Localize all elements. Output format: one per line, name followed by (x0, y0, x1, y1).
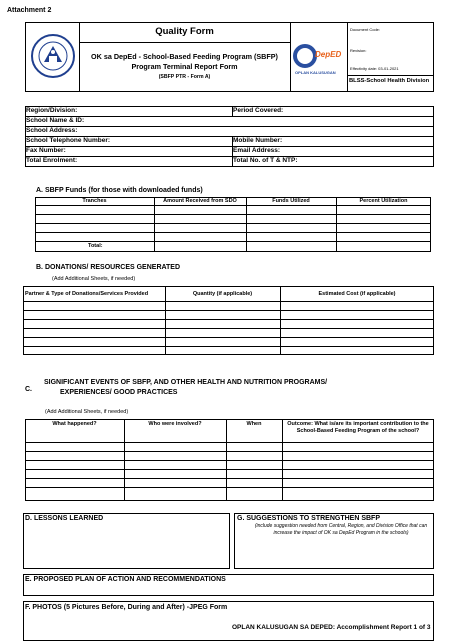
col-quantity: Quantity (if applicable) (192, 291, 253, 297)
fax-label: Fax Number: (26, 147, 66, 154)
tntp-label: Total No. of T & NTP: (233, 157, 298, 164)
school-name-label: School Name & ID: (26, 117, 85, 124)
section-f-title: F. PHOTOS (5 Pictures Before, During and After) -JPEG Form (25, 604, 228, 611)
col-partner-type: Partner & Type of Donations/Services Provided (25, 291, 149, 297)
col-amount-received: Amount Received from SDO (163, 198, 237, 204)
quality-form-title: Quality Form (155, 26, 214, 37)
col-outcome: Outcome: What is/are its important contribution to the School-Based Feeding Program of the school? (287, 421, 429, 434)
form-title-line3: (SBFP PTR - Form A) (158, 74, 211, 80)
section-c-letter: C. (25, 386, 32, 393)
col-who-involved: Who were involved? (148, 421, 202, 427)
section-b-title: B. DONATIONS/ RESOURCES GENERATED (36, 264, 181, 271)
effectivity-date: Effectivity date: 03-01-2021 (350, 66, 399, 71)
col-what-happened: What happened? (52, 421, 97, 427)
col-tranches: Tranches (82, 198, 107, 204)
section-a-title: A. SBFP Funds (for those with downloaded funds) (36, 187, 203, 194)
section-c-note: (Add Additional Sheets, if needed) (45, 409, 129, 415)
deped-seal-icon (30, 26, 76, 88)
section-g-title: G. SUGGESTIONS TO STRENGTHEN SBFP (237, 515, 380, 522)
oplan-caption: OPLAN KALUSUGAN (295, 70, 336, 75)
ok-logo-icon (293, 44, 317, 68)
division-label: BLSS-School Health Division (349, 78, 430, 84)
section-c-title-line2: EXPERIENCES/ GOOD PRACTICES (60, 389, 178, 396)
section-d-title: D. LESSONS LEARNED (25, 515, 104, 522)
form-title-line2: Program Terminal Report Form (131, 62, 238, 71)
revision-label: Revision: (350, 48, 367, 53)
col-estimated-cost: Estimated Cost (if applicable) (318, 291, 396, 297)
school-address-label: School Address: (26, 127, 78, 134)
col-when: When (246, 421, 262, 427)
page-footer: OPLAN KALUSUGAN SA DEPED: Accomplishment Report 1 of 3 (232, 624, 431, 631)
email-label: Email Address: (233, 147, 281, 154)
period-covered-label: Period Covered: (233, 107, 284, 114)
form-title-line1: OK sa DepEd - School-Based Feeding Program (SBFP) (91, 52, 278, 61)
funds-total-label: Total: (88, 243, 103, 249)
region-division-label: Region/Division: (26, 107, 78, 114)
section-g-note: (include suggestion needed from Central, Region, and Division Office that can increase the impact of OK sa DepEd Program in the schools) (254, 523, 428, 536)
section-e-title: E. PROPOSED PLAN OF ACTION AND RECOMMENDATIONS (25, 576, 226, 583)
col-percent-utilization: Percent Utilization (359, 198, 408, 204)
section-c-title-line1: SIGNIFICANT EVENTS OF SBFP, AND OTHER HEALTH AND NUTRITION PROGRAMS/ (44, 379, 328, 386)
mobile-label: Mobile Number: (233, 137, 283, 144)
section-b-note: (Add Additional Sheets, if needed) (52, 276, 136, 282)
col-funds-utilized: Funds Utilized (272, 198, 310, 204)
telephone-label: School Telephone Number: (26, 137, 111, 144)
okdeped-logo (293, 40, 345, 76)
attachment-label: Attachment 2 (7, 7, 52, 14)
enrolment-label: Total Enrolment: (26, 157, 78, 164)
document-code-label: Document Code: (350, 27, 381, 32)
deped-brand-text: DepED (315, 50, 342, 59)
